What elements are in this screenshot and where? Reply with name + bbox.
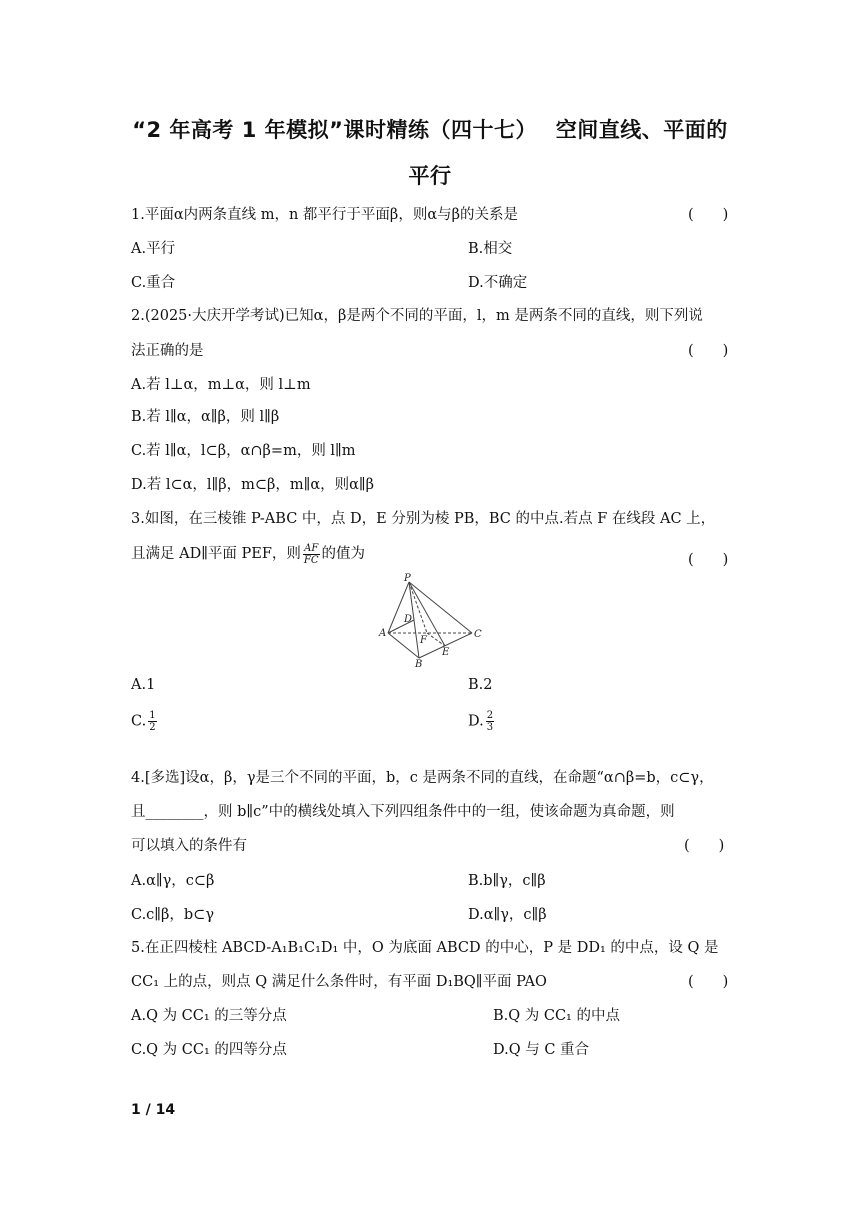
q3-frac-num: AF bbox=[304, 542, 319, 554]
q3-stem-line2-pre: 且满足 AD∥平面 PEF，则 bbox=[131, 546, 301, 562]
q4-option-c: C.c∥β，b⊂γ bbox=[131, 907, 214, 923]
q4-stem-line3: 可以填入的条件有 bbox=[131, 838, 247, 854]
q3-fraction-af-fc bbox=[303, 543, 320, 566]
q2-option-c: C.若 l∥α，l⊂β，α∩β=m，则 l∥m bbox=[131, 443, 356, 459]
q2-stem-line2: 法正确的是 bbox=[131, 343, 204, 359]
q5-option-b: B.Q 为 CC₁ 的中点 bbox=[493, 1008, 620, 1024]
q4-answer-paren: ( ) bbox=[684, 838, 725, 854]
q5-option-c: C.Q 为 CC₁ 的四等分点 bbox=[131, 1042, 287, 1058]
q3-option-d-prefix: D. bbox=[468, 713, 484, 730]
q3-option-c-prefix: C. bbox=[131, 713, 147, 730]
q3-option-d-num: 2 bbox=[486, 710, 494, 721]
page-title: “2 年高考 1 年模拟”课时精练（四十七） 空间直线、平面的 bbox=[132, 118, 728, 142]
label-c: C bbox=[474, 629, 482, 640]
q5-stem-line2: CC₁ 上的点，则点 Q 满足什么条件时，有平面 D₁BQ∥平面 PAO bbox=[131, 974, 547, 990]
page-number: 1 / 14 bbox=[131, 1102, 176, 1118]
q3-option-c-den: 2 bbox=[149, 722, 156, 733]
q4-option-d: D.α∥γ，c∥β bbox=[468, 907, 547, 923]
q2-option-b: B.若 l∥α，α∥β，则 l∥β bbox=[131, 409, 280, 425]
segment-fe bbox=[427, 633, 445, 646]
q5-option-a: A.Q 为 CC₁ 的三等分点 bbox=[131, 1008, 287, 1024]
q2-stem-line1: 2.(2025·大庆开学考试)已知α，β是两个不同的平面，l，m 是两条不同的直线，则下列说 bbox=[131, 308, 703, 324]
q5-stem-line1: 5.在正四棱柱 ABCD-A₁B₁C₁D₁ 中，O 为底面 ABCD 的中心，P 是 DD₁ 的中点，设 Q 是 bbox=[131, 940, 719, 956]
label-e: E bbox=[442, 647, 450, 658]
q3-frac-den: FC bbox=[303, 554, 319, 566]
q3-option-c-num: 1 bbox=[149, 710, 156, 721]
q3-option-b: B.2 bbox=[468, 677, 493, 693]
q3-option-d-den: 3 bbox=[486, 722, 494, 733]
q1-option-a: A.平行 bbox=[131, 241, 176, 257]
q3-option-d-fraction bbox=[486, 710, 494, 733]
q1-option-d: D.不确定 bbox=[468, 275, 528, 291]
q4-stem-line2: 且________，则 b∥c”中的横线处填入下列四组条件中的一组，使该命题为真命题，则 bbox=[131, 804, 675, 820]
label-d: D bbox=[404, 614, 413, 625]
q4-stem-line1: 4.[多选]设α，β，γ是三个不同的平面，b，c 是两条不同的直线，在命题“α∩β=b，c⊂γ， bbox=[131, 770, 714, 786]
q3-option-c bbox=[131, 710, 159, 733]
q5-option-d: D.Q 与 C 重合 bbox=[493, 1042, 590, 1058]
q2-answer-paren: ( ) bbox=[688, 343, 729, 359]
q3-stem-line2-post: 的值为 bbox=[321, 546, 366, 562]
label-f: F bbox=[420, 635, 427, 646]
label-p: P bbox=[404, 573, 411, 584]
q3-option-a: A.1 bbox=[131, 677, 156, 693]
q3-option-c-fraction bbox=[148, 710, 156, 733]
q5-answer-paren: ( ) bbox=[688, 974, 729, 990]
q2-option-a: A.若 l⊥α，m⊥α，则 l⊥m bbox=[131, 377, 311, 393]
label-b: B bbox=[415, 659, 423, 668]
page-title-line2: 平行 bbox=[408, 164, 452, 188]
q1-answer-paren: ( ) bbox=[688, 207, 729, 223]
edge-pa bbox=[388, 582, 409, 633]
q4-option-b: B.b∥γ，c∥β bbox=[468, 873, 546, 889]
label-a: A bbox=[379, 628, 387, 639]
q3-option-d bbox=[468, 710, 496, 733]
q4-option-a: A.α∥γ，c⊂β bbox=[131, 873, 215, 889]
q2-option-d: D.若 l⊂α，l∥β，m⊂β，m∥α，则α∥β bbox=[131, 477, 375, 493]
q1-option-b: B.相交 bbox=[468, 241, 513, 257]
q3-stem-line1: 3.如图，在三棱锥 P-ABC 中，点 D，E 分别为棱 PB，BC 的中点.若点 F 在线段 AC 上， bbox=[131, 511, 716, 527]
q3-answer-paren: ( ) bbox=[688, 552, 729, 568]
q3-stem-line2 bbox=[131, 542, 365, 566]
pyramid-figure bbox=[376, 572, 488, 668]
edge-ab bbox=[388, 633, 419, 658]
segment-pe bbox=[409, 582, 445, 646]
q1-stem: 1.平面α内两条直线 m，n 都平行于平面β，则α与β的关系是 bbox=[131, 207, 518, 223]
q1-option-c: C.重合 bbox=[131, 275, 176, 291]
